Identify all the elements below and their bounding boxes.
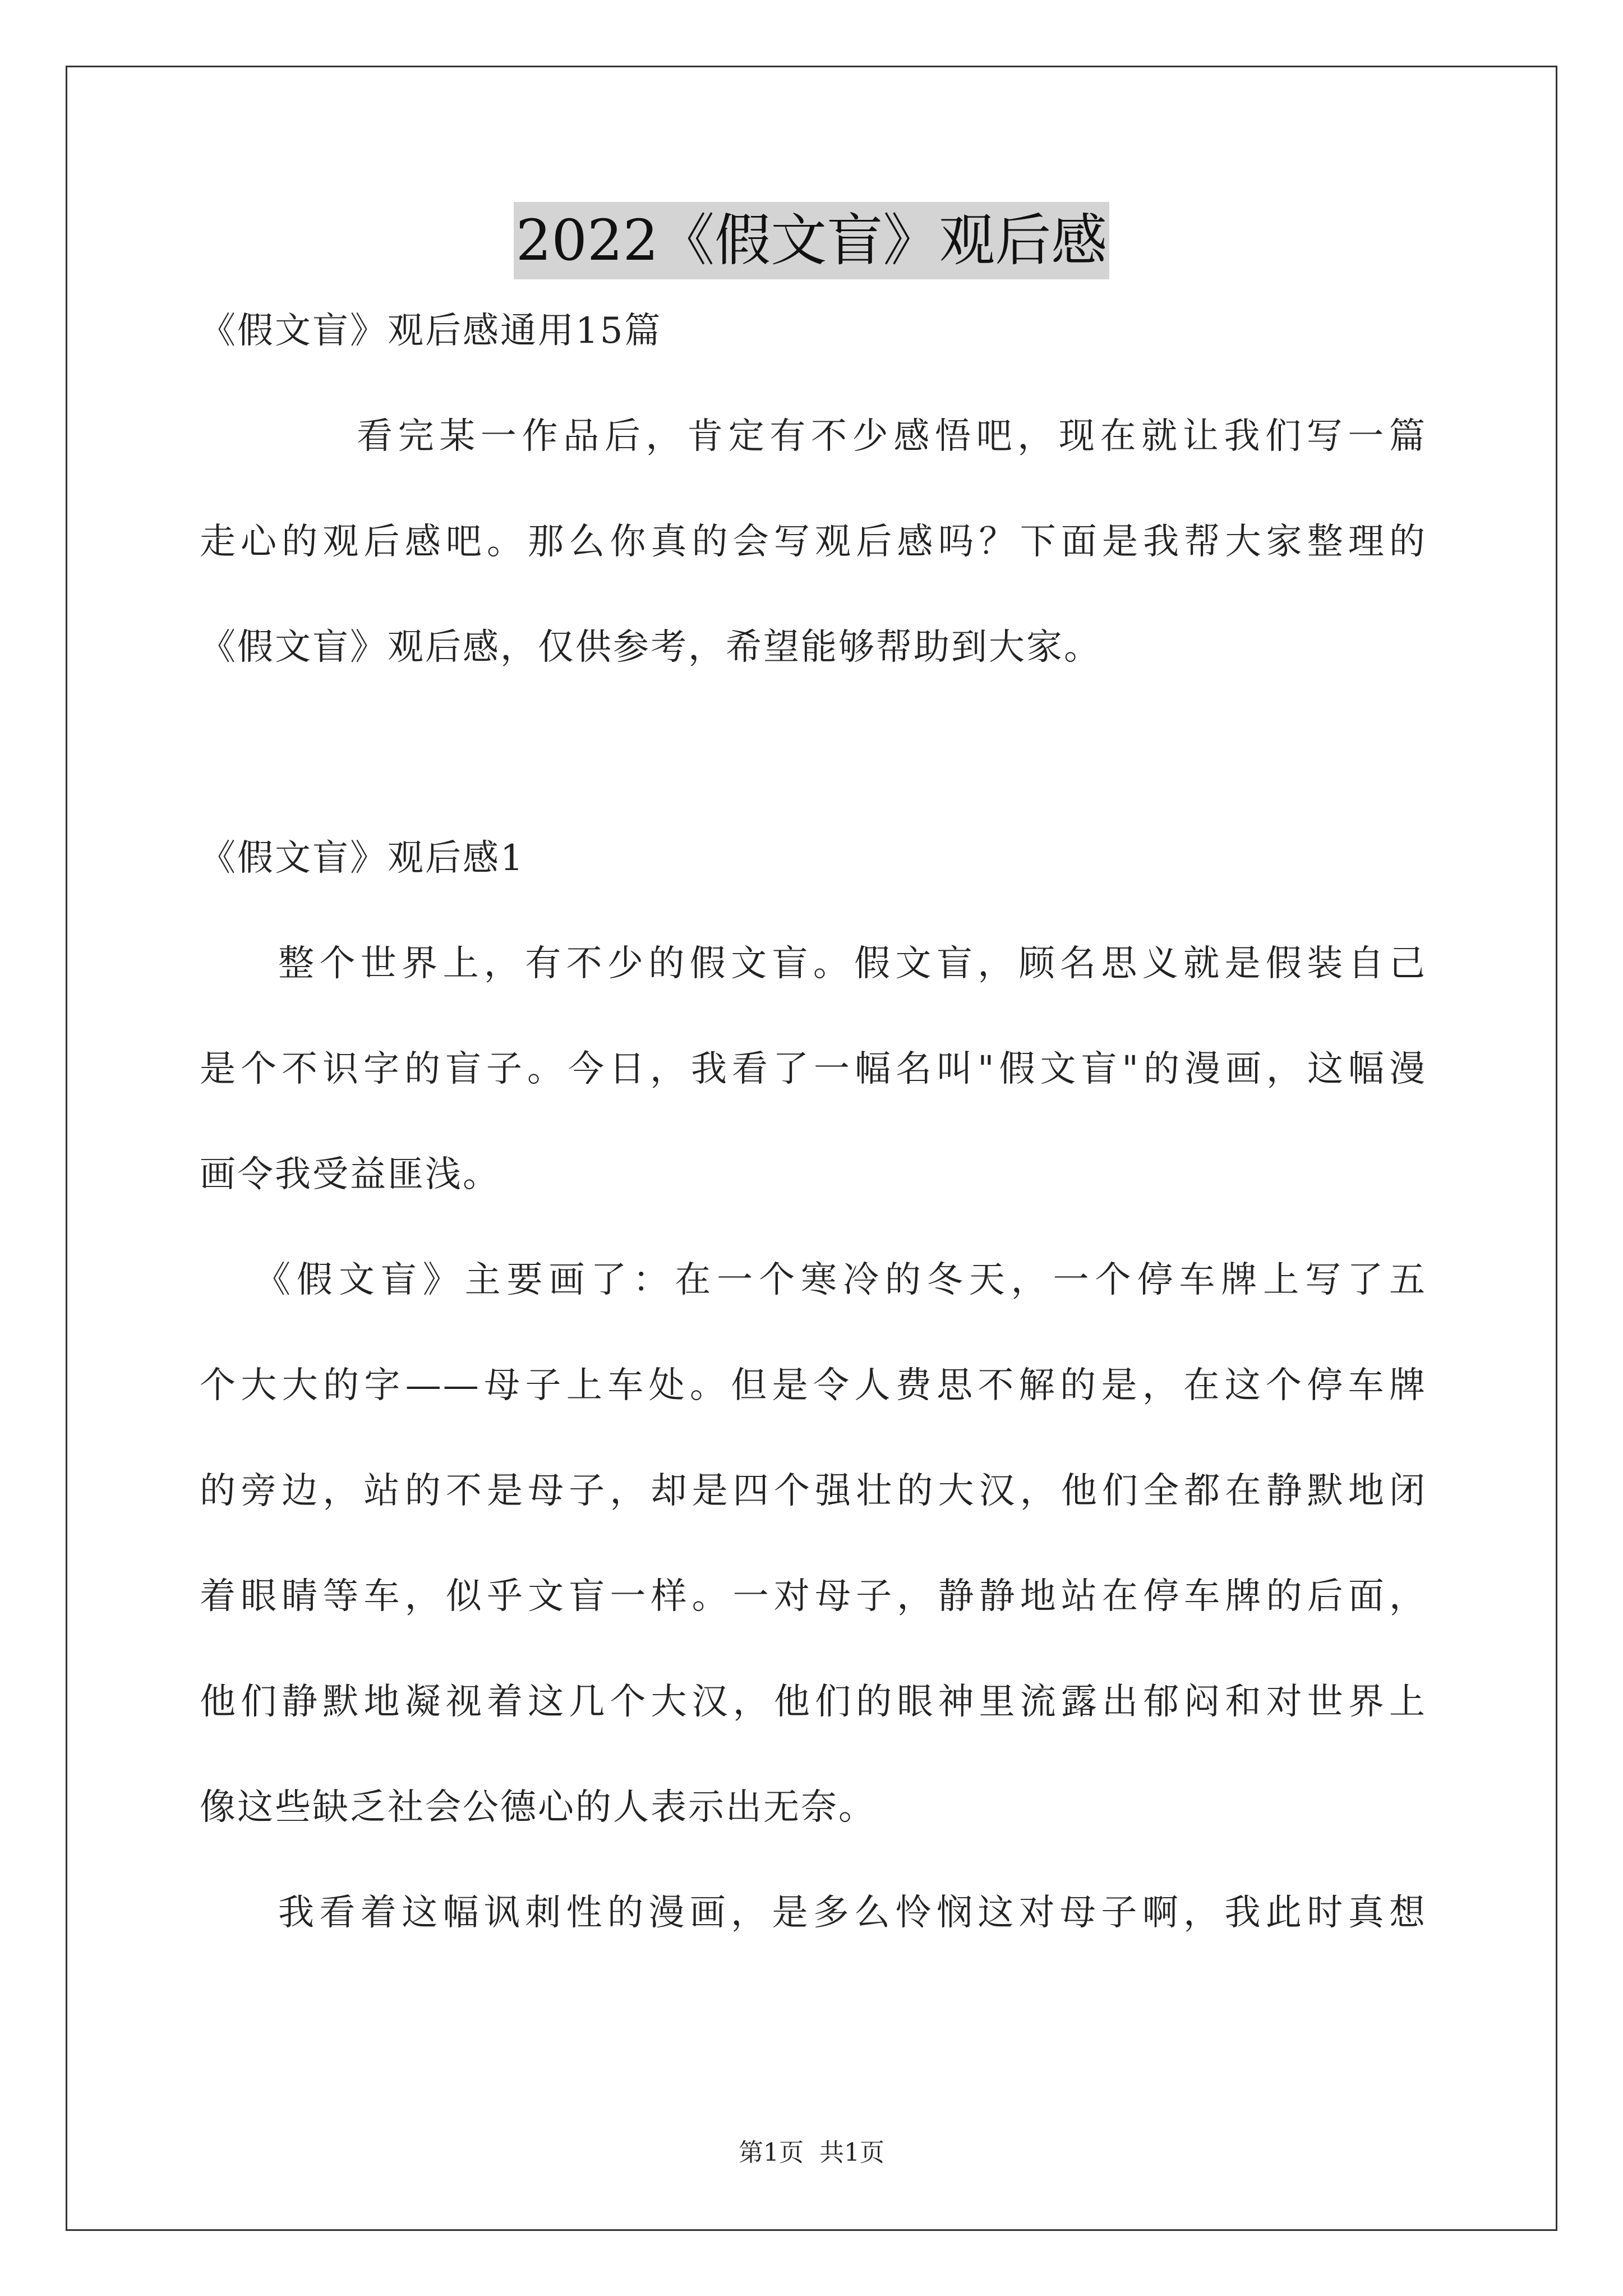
spacer bbox=[200, 1517, 1427, 1570]
title-container bbox=[0, 202, 1623, 279]
intro-line: 看完某一作品后，肯定有不少感悟吧，现在就让我们写一篇 bbox=[357, 416, 1427, 457]
section-heading: 《假文盲》观后感1 bbox=[200, 838, 525, 879]
paragraph-line: 我看着这幅讽刺性的漫画，是多么怜悯这对母子啊，我此时真想 bbox=[278, 1892, 1427, 1934]
paragraph-line: 整个世界上，有不少的假文盲。假文盲，顾名思义就是假装自己 bbox=[278, 943, 1427, 984]
document-title: 2022《假文盲》观后感 bbox=[514, 202, 1110, 279]
paragraph-line: 个大大的字——母子上车处。但是令人费思不解的是，在这个停车牌 bbox=[200, 1365, 1427, 1406]
paragraph-line: 是个不识字的盲子。今日，我看了一幅名叫"假文盲"的漫画，这幅漫 bbox=[200, 1048, 1427, 1090]
paragraph-line: 他们静默地凝视着这几个大汉，他们的眼神里流露出郁闷和对世界上 bbox=[200, 1681, 1427, 1723]
intro-line: 《假文盲》观后感，仅供参考，希望能够帮助到大家。 bbox=[200, 627, 1101, 668]
spacer bbox=[200, 463, 1427, 516]
spacer bbox=[200, 1412, 1427, 1465]
spacer bbox=[200, 885, 1427, 937]
page-number-current: 第1页 bbox=[739, 2138, 804, 2167]
subtitle: 《假文盲》观后感通用15篇 bbox=[200, 310, 662, 352]
spacer bbox=[200, 357, 1427, 410]
spacer bbox=[200, 674, 1427, 726]
spacer bbox=[200, 726, 1427, 779]
spacer bbox=[200, 1623, 1427, 1676]
intro-line: 走心的观后感吧。那么你真的会写观后感吗？下面是我帮大家整理的 bbox=[200, 521, 1427, 563]
spacer bbox=[200, 1201, 1427, 1254]
paragraph-line: 像这些缺乏社会公德心的人表示出无奈。 bbox=[200, 1787, 876, 1828]
paragraph-line: 画令我受益匪浅。 bbox=[200, 1154, 500, 1195]
spacer bbox=[200, 1728, 1427, 1781]
spacer bbox=[200, 1834, 1427, 1887]
spacer bbox=[200, 1096, 1427, 1148]
spacer bbox=[200, 1306, 1427, 1359]
spacer bbox=[200, 568, 1427, 621]
spacer bbox=[200, 779, 1427, 832]
document-body bbox=[200, 305, 1427, 1939]
page-number-total: 共1页 bbox=[819, 2138, 884, 2167]
page-footer bbox=[0, 2136, 1623, 2170]
paragraph-line: 着眼睛等车，似乎文盲一样。一对母子，静静地站在停车牌的后面， bbox=[200, 1576, 1427, 1617]
paragraph-line: 《假文盲》主要画了：在一个寒冷的冬天，一个停车牌上写了五 bbox=[255, 1259, 1427, 1301]
paragraph-line: 的旁边，站的不是母子，却是四个强壮的大汉，他们全都在静默地闭 bbox=[200, 1470, 1427, 1512]
spacer bbox=[200, 990, 1427, 1043]
